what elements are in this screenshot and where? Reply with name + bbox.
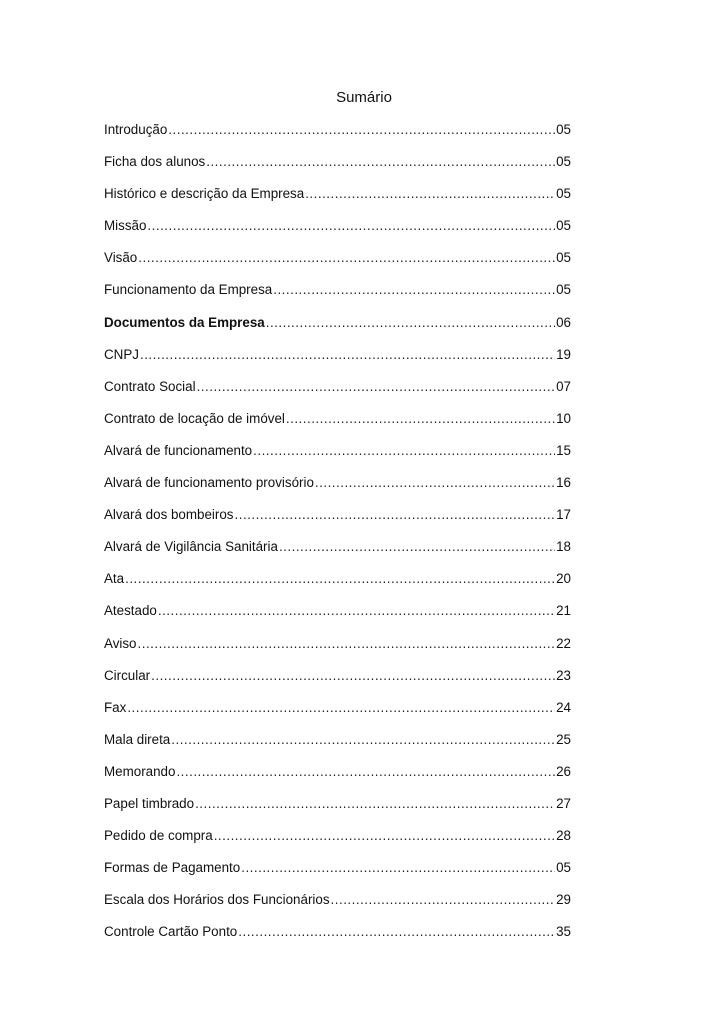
toc-leader-dots — [138, 249, 555, 267]
toc-entry-label: Alvará de funcionamento — [104, 442, 253, 458]
toc-leader-dots — [127, 699, 555, 717]
toc-leader-dots — [206, 153, 555, 171]
toc-entry-page: 05 — [556, 186, 571, 202]
toc-entry-label: Ata — [104, 571, 125, 587]
toc-entry[interactable] — [104, 410, 571, 442]
toc-entry[interactable] — [104, 346, 571, 378]
toc-entry-label: Papel timbrado — [104, 795, 195, 811]
toc-entry[interactable] — [104, 763, 571, 795]
toc-entry-label: Memorando — [104, 763, 176, 779]
toc-leader-dots — [168, 121, 555, 139]
table-of-contents — [104, 121, 571, 955]
toc-entry-section[interactable] — [104, 314, 571, 346]
toc-entry-label: Formas de Pagamento — [104, 860, 241, 876]
toc-entry-page: 17 — [556, 507, 571, 523]
toc-leader-dots — [279, 538, 555, 556]
toc-entry-label: Controle Cartão Ponto — [104, 924, 238, 940]
toc-leader-dots — [266, 314, 555, 332]
toc-leader-dots — [147, 217, 555, 235]
toc-entry[interactable] — [104, 891, 571, 923]
toc-leader-dots — [235, 506, 556, 524]
toc-leader-dots — [125, 570, 555, 588]
toc-leader-dots — [140, 346, 555, 364]
toc-entry[interactable] — [104, 827, 571, 859]
toc-entry-label: Escala dos Horários dos Funcionários — [104, 892, 330, 908]
toc-entry-page: 26 — [556, 763, 571, 779]
toc-entry-label: Ficha dos alunos — [104, 154, 206, 170]
toc-entry[interactable] — [104, 538, 571, 570]
toc-entry-page: 15 — [556, 442, 571, 458]
toc-leader-dots — [138, 635, 556, 653]
toc-leader-dots — [315, 474, 555, 492]
toc-leader-dots — [331, 891, 556, 909]
toc-entry-page: 22 — [556, 635, 571, 651]
toc-entry-page: 05 — [556, 250, 571, 266]
toc-leader-dots — [197, 378, 556, 396]
toc-leader-dots — [286, 410, 555, 428]
toc-entry-page: 05 — [556, 282, 571, 298]
toc-entry[interactable] — [104, 859, 571, 891]
toc-leader-dots — [241, 859, 555, 877]
toc-leader-dots — [195, 795, 555, 813]
toc-entry[interactable] — [104, 249, 571, 281]
toc-entry-label: Funcionamento da Empresa — [104, 282, 273, 298]
toc-leader-dots — [171, 731, 555, 749]
toc-entry-label: Contrato Social — [104, 378, 196, 394]
toc-entry-label: Circular — [104, 667, 151, 683]
toc-leader-dots — [238, 923, 555, 941]
toc-entry-page: 19 — [556, 346, 571, 362]
toc-entry-page: 05 — [556, 122, 571, 137]
toc-entry[interactable] — [104, 635, 571, 667]
toc-entry-label: Aviso — [104, 635, 137, 651]
toc-entry[interactable] — [104, 217, 571, 249]
toc-entry-label: Alvará dos bombeiros — [104, 507, 234, 523]
toc-entry-label: Alvará de funcionamento provisório — [104, 475, 314, 491]
toc-entry[interactable] — [104, 731, 571, 763]
toc-leader-dots — [151, 667, 555, 685]
toc-entry[interactable] — [104, 795, 571, 827]
toc-entry-page: 35 — [556, 924, 571, 940]
toc-leader-dots — [305, 185, 555, 203]
toc-entry-label: Atestado — [104, 603, 157, 619]
toc-leader-dots — [273, 281, 555, 299]
toc-entry[interactable] — [104, 570, 571, 602]
toc-entry-page: 06 — [556, 314, 571, 330]
toc-entry[interactable] — [104, 281, 571, 313]
toc-entry-page: 23 — [556, 667, 571, 683]
toc-entry[interactable] — [104, 185, 571, 217]
toc-leader-dots — [253, 442, 555, 460]
toc-entry[interactable] — [104, 602, 571, 634]
toc-entry-label: Missão — [104, 218, 147, 234]
toc-entry-page: 16 — [556, 475, 571, 491]
toc-entry-label: Alvará de Vigilância Sanitária — [104, 539, 278, 555]
toc-entry-page: 21 — [556, 603, 571, 619]
toc-entry-page: 10 — [556, 410, 571, 426]
toc-entry-label: Visão — [104, 250, 138, 266]
toc-entry-page: 28 — [556, 828, 571, 844]
toc-entry-label: Mala direta — [104, 731, 171, 747]
toc-entry-label: Fax — [104, 699, 127, 715]
toc-entry[interactable] — [104, 121, 571, 153]
toc-entry-page: 05 — [556, 860, 571, 876]
toc-entry[interactable] — [104, 153, 571, 185]
toc-entry-label: Introdução — [104, 122, 168, 137]
toc-leader-dots — [176, 763, 555, 781]
toc-entry[interactable] — [104, 442, 571, 474]
toc-entry-label: Documentos da Empresa — [104, 314, 265, 330]
toc-entry-label: Pedido de compra — [104, 828, 213, 844]
toc-entry-page: 05 — [556, 218, 571, 234]
toc-entry-page: 07 — [556, 378, 571, 394]
toc-entry-label: CNPJ — [104, 346, 139, 362]
toc-entry[interactable] — [104, 667, 571, 699]
toc-entry-page: 27 — [556, 795, 571, 811]
toc-entry-page: 29 — [556, 892, 571, 908]
toc-entry[interactable] — [104, 474, 571, 506]
toc-leader-dots — [214, 827, 555, 845]
toc-entry-page: 05 — [556, 154, 571, 170]
toc-entry-page: 25 — [556, 731, 571, 747]
toc-entry[interactable] — [104, 378, 571, 410]
toc-entry[interactable] — [104, 699, 571, 731]
toc-entry[interactable] — [104, 923, 571, 955]
page-title: Sumário — [336, 89, 392, 106]
toc-entry-page: 20 — [556, 571, 571, 587]
toc-entry-label: Contrato de locação de imóvel — [104, 410, 285, 426]
toc-entry-label: Histórico e descrição da Empresa — [104, 186, 305, 202]
toc-leader-dots — [158, 602, 555, 620]
toc-entry-page: 24 — [556, 699, 571, 715]
toc-entry[interactable] — [104, 506, 571, 538]
toc-entry-page: 18 — [556, 539, 571, 555]
